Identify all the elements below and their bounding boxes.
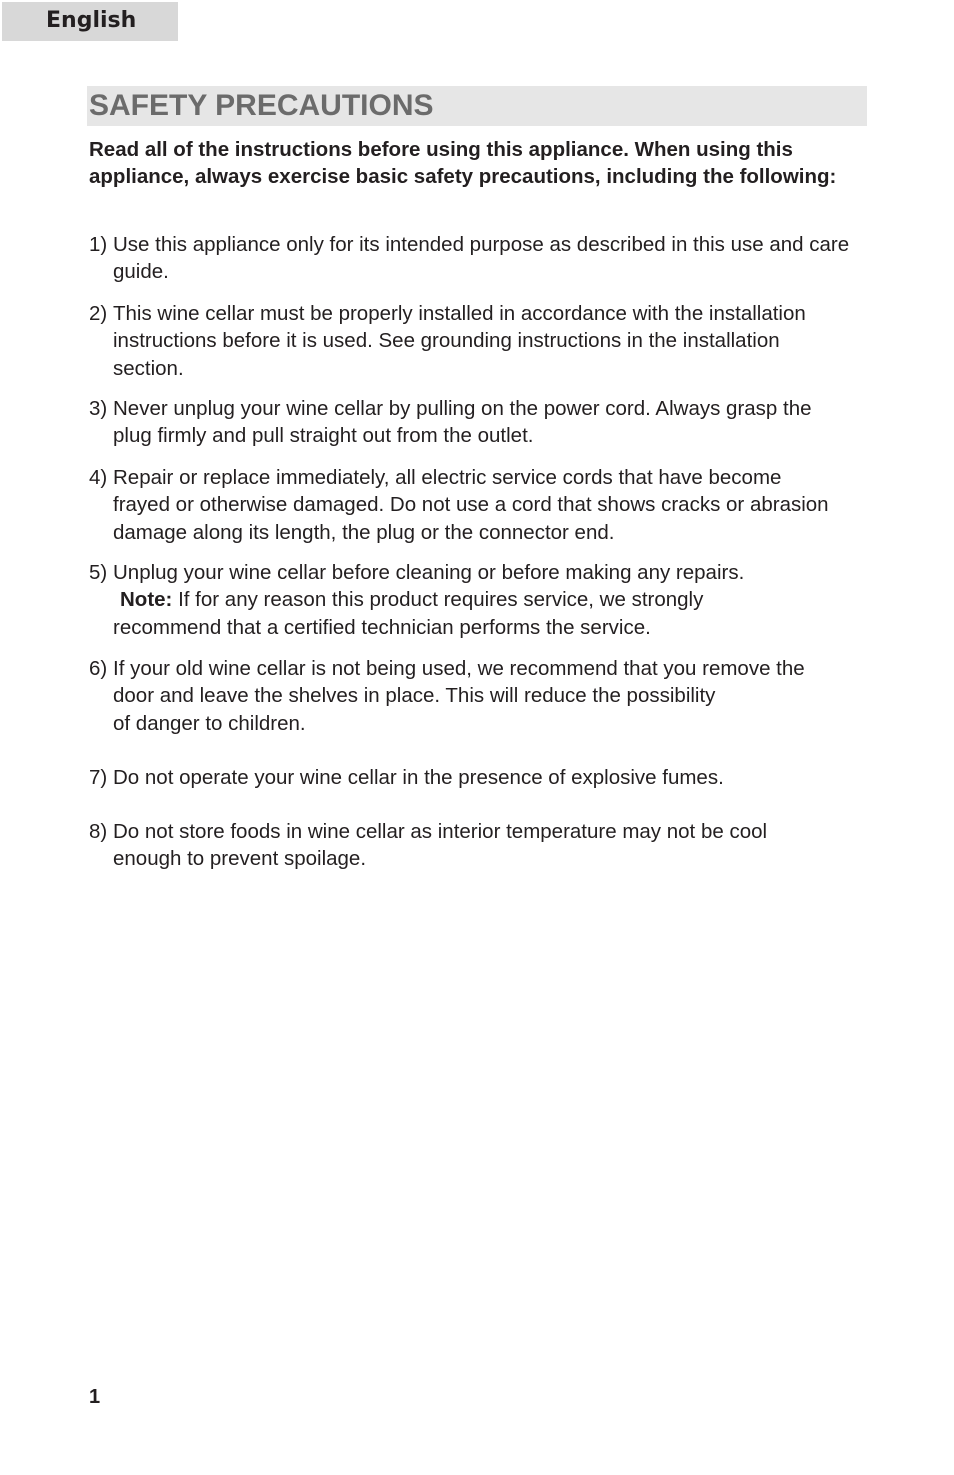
item-number: 6) [89, 657, 108, 680]
note-label: Note: [120, 588, 173, 612]
item-text: Do not store foods in wine cellar as interior temperature may not be cool enough to prevent spoilage. [113, 820, 768, 871]
item-number: 5) [89, 561, 108, 584]
item-text-line: If your old wine cellar is not being used, we recommend that you remove the [113, 657, 805, 680]
note-text: If for any reason this product requires service, we strongly [178, 588, 704, 612]
list-item [89, 764, 867, 791]
page-title: SAFETY PRECAUTIONS [89, 89, 434, 122]
item-text-line: of danger to children. [113, 711, 306, 735]
list-item [89, 300, 867, 382]
list-item [89, 655, 867, 737]
item-number: 7) [89, 766, 108, 789]
item-number: 2) [89, 302, 108, 325]
item-number: 1) [89, 233, 108, 256]
item-text: Repair or replace immediately, all electric service cords that have become frayed or otherwise damaged. Do not use a cord that shows cracks or abrasion damage along its length, the plug or the connector end. [113, 466, 829, 544]
item-text: Unplug your wine cellar before cleaning or before making any repairs. [113, 561, 745, 584]
list-item [89, 395, 867, 450]
item-text: This wine cellar must be properly installed in accordance with the installation instructions before it is used. See grounding instructions in the installation section. [113, 302, 806, 380]
item-body [113, 655, 867, 737]
page-number: 1 [89, 1386, 101, 1408]
item-body [113, 559, 867, 641]
list-item [89, 559, 867, 641]
item-text-line: door and leave the shelves in place. This will reduce the possibility [113, 684, 716, 708]
item-text: Never unplug your wine cellar by pulling on the power cord. Always grasp the plug firmly and pull straight out from the outlet. [113, 397, 812, 448]
intro-paragraph: Read all of the instructions before using this appliance. When using this appliance, always exercise basic safety precautions, including the following: [89, 138, 837, 188]
list-item [89, 231, 867, 286]
language-tab: English [2, 2, 178, 41]
note-line [113, 586, 867, 613]
item-number: 4) [89, 466, 108, 489]
note-text-continued: recommend that a certified technician performs the service. [113, 615, 651, 639]
section-title-bar [87, 86, 867, 126]
item-number: 8) [89, 820, 108, 843]
item-text: Do not operate your wine cellar in the presence of explosive fumes. [113, 766, 724, 789]
item-text: Use this appliance only for its intended purpose as described in this use and care guide. [113, 233, 850, 284]
list-item [89, 464, 867, 546]
list-item [89, 818, 867, 873]
item-number: 3) [89, 397, 108, 420]
